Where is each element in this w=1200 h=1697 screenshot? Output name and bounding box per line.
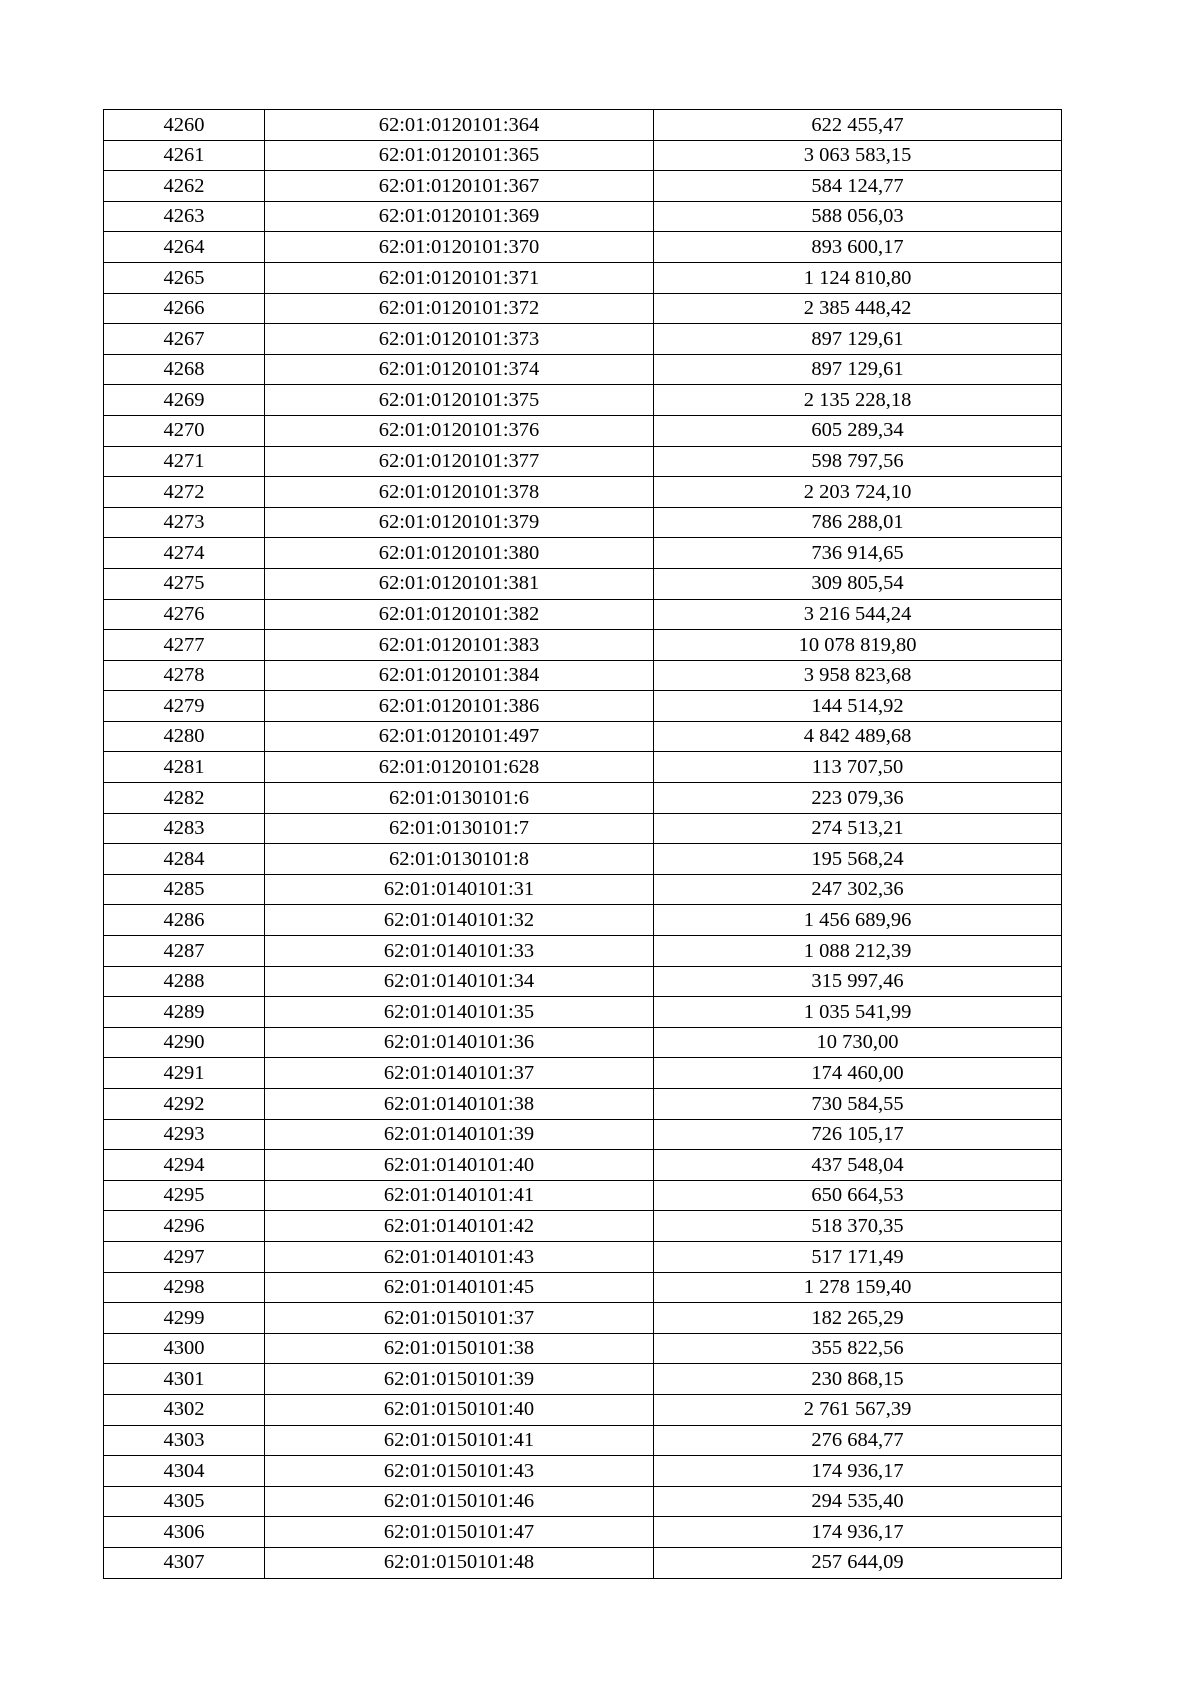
value-cell: 726 105,17: [654, 1119, 1062, 1150]
table-row: [104, 1333, 1062, 1364]
table-body: [104, 110, 1062, 1579]
table-row: [104, 1425, 1062, 1456]
row-number-cell: 4298: [104, 1272, 265, 1303]
value-cell: 309 805,54: [654, 568, 1062, 599]
row-number-cell: 4305: [104, 1486, 265, 1517]
cadastral-number-cell: 62:01:0120101:386: [265, 691, 654, 722]
value-cell: 588 056,03: [654, 201, 1062, 232]
row-number-cell: 4278: [104, 660, 265, 691]
row-number-cell: 4285: [104, 874, 265, 905]
value-cell: 276 684,77: [654, 1425, 1062, 1456]
value-cell: 174 936,17: [654, 1456, 1062, 1487]
row-number-cell: 4263: [104, 201, 265, 232]
value-cell: 1 035 541,99: [654, 997, 1062, 1028]
table-row: [104, 477, 1062, 508]
row-number-cell: 4290: [104, 1027, 265, 1058]
value-cell: 182 265,29: [654, 1303, 1062, 1334]
row-number-cell: 4287: [104, 936, 265, 967]
value-cell: 223 079,36: [654, 783, 1062, 814]
row-number-cell: 4307: [104, 1547, 265, 1578]
cadastral-number-cell: 62:01:0140101:45: [265, 1272, 654, 1303]
cadastral-number-cell: 62:01:0120101:380: [265, 538, 654, 569]
cadastral-number-cell: 62:01:0120101:365: [265, 140, 654, 171]
table-row: [104, 844, 1062, 875]
row-number-cell: 4260: [104, 110, 265, 141]
row-number-cell: 4289: [104, 997, 265, 1028]
cadastral-number-cell: 62:01:0140101:39: [265, 1119, 654, 1150]
value-cell: 257 644,09: [654, 1547, 1062, 1578]
row-number-cell: 4274: [104, 538, 265, 569]
row-number-cell: 4300: [104, 1333, 265, 1364]
row-number-cell: 4272: [104, 477, 265, 508]
value-cell: 3 958 823,68: [654, 660, 1062, 691]
cadastral-number-cell: 62:01:0150101:39: [265, 1364, 654, 1395]
cadastral-number-cell: 62:01:0120101:384: [265, 660, 654, 691]
table-row: [104, 507, 1062, 538]
cadastral-number-cell: 62:01:0150101:48: [265, 1547, 654, 1578]
value-cell: 195 568,24: [654, 844, 1062, 875]
row-number-cell: 4271: [104, 446, 265, 477]
row-number-cell: 4296: [104, 1211, 265, 1242]
value-cell: 3 216 544,24: [654, 599, 1062, 630]
table-row: [104, 446, 1062, 477]
value-cell: 518 370,35: [654, 1211, 1062, 1242]
cadastral-number-cell: 62:01:0120101:379: [265, 507, 654, 538]
row-number-cell: 4281: [104, 752, 265, 783]
table-row: [104, 1486, 1062, 1517]
cadastral-number-cell: 62:01:0120101:378: [265, 477, 654, 508]
value-cell: 230 868,15: [654, 1364, 1062, 1395]
row-number-cell: 4286: [104, 905, 265, 936]
table-row: [104, 1027, 1062, 1058]
cadastral-number-cell: 62:01:0120101:373: [265, 324, 654, 355]
table-row: [104, 752, 1062, 783]
cadastral-number-cell: 62:01:0120101:376: [265, 415, 654, 446]
row-number-cell: 4292: [104, 1089, 265, 1120]
table-row: [104, 1119, 1062, 1150]
table-row: [104, 874, 1062, 905]
row-number-cell: 4282: [104, 783, 265, 814]
cadastral-number-cell: 62:01:0120101:369: [265, 201, 654, 232]
value-cell: 4 842 489,68: [654, 721, 1062, 752]
row-number-cell: 4261: [104, 140, 265, 171]
value-cell: 598 797,56: [654, 446, 1062, 477]
table-row: [104, 1364, 1062, 1395]
cadastral-number-cell: 62:01:0140101:35: [265, 997, 654, 1028]
cadastral-number-cell: 62:01:0140101:43: [265, 1241, 654, 1272]
row-number-cell: 4276: [104, 599, 265, 630]
row-number-cell: 4268: [104, 354, 265, 385]
cadastral-number-cell: 62:01:0150101:40: [265, 1394, 654, 1425]
cadastral-number-cell: 62:01:0150101:46: [265, 1486, 654, 1517]
row-number-cell: 4299: [104, 1303, 265, 1334]
value-cell: 897 129,61: [654, 324, 1062, 355]
row-number-cell: 4295: [104, 1180, 265, 1211]
row-number-cell: 4284: [104, 844, 265, 875]
table-row: [104, 1394, 1062, 1425]
value-cell: 584 124,77: [654, 171, 1062, 202]
value-cell: 2 385 448,42: [654, 293, 1062, 324]
row-number-cell: 4264: [104, 232, 265, 263]
cadastral-number-cell: 62:01:0140101:40: [265, 1150, 654, 1181]
table-row: [104, 110, 1062, 141]
value-cell: 786 288,01: [654, 507, 1062, 538]
table-row: [104, 538, 1062, 569]
value-cell: 294 535,40: [654, 1486, 1062, 1517]
row-number-cell: 4279: [104, 691, 265, 722]
cadastral-number-cell: 62:01:0140101:34: [265, 966, 654, 997]
cadastral-number-cell: 62:01:0150101:41: [265, 1425, 654, 1456]
value-cell: 10 730,00: [654, 1027, 1062, 1058]
table-row: [104, 599, 1062, 630]
row-number-cell: 4301: [104, 1364, 265, 1395]
table-row: [104, 140, 1062, 171]
row-number-cell: 4294: [104, 1150, 265, 1181]
table-row: [104, 1211, 1062, 1242]
row-number-cell: 4291: [104, 1058, 265, 1089]
row-number-cell: 4269: [104, 385, 265, 416]
value-cell: 437 548,04: [654, 1150, 1062, 1181]
table-row: [104, 1058, 1062, 1089]
row-number-cell: 4306: [104, 1517, 265, 1548]
value-cell: 622 455,47: [654, 110, 1062, 141]
value-cell: 355 822,56: [654, 1333, 1062, 1364]
cadastral-number-cell: 62:01:0120101:372: [265, 293, 654, 324]
value-cell: 2 761 567,39: [654, 1394, 1062, 1425]
table-row: [104, 568, 1062, 599]
row-number-cell: 4277: [104, 630, 265, 661]
table-row: [104, 721, 1062, 752]
cadastral-number-cell: 62:01:0140101:38: [265, 1089, 654, 1120]
value-cell: 247 302,36: [654, 874, 1062, 905]
value-cell: 174 936,17: [654, 1517, 1062, 1548]
table-row: [104, 691, 1062, 722]
value-cell: 517 171,49: [654, 1241, 1062, 1272]
table-row: [104, 1272, 1062, 1303]
cadastral-number-cell: 62:01:0150101:38: [265, 1333, 654, 1364]
table-row: [104, 630, 1062, 661]
row-number-cell: 4283: [104, 813, 265, 844]
cadastral-number-cell: 62:01:0140101:41: [265, 1180, 654, 1211]
value-cell: 730 584,55: [654, 1089, 1062, 1120]
table-row: [104, 1089, 1062, 1120]
table-row: [104, 1180, 1062, 1211]
table-row: [104, 905, 1062, 936]
value-cell: 315 997,46: [654, 966, 1062, 997]
cadastral-number-cell: 62:01:0130101:6: [265, 783, 654, 814]
table-row: [104, 997, 1062, 1028]
table-row: [104, 660, 1062, 691]
value-cell: 274 513,21: [654, 813, 1062, 844]
value-cell: 605 289,34: [654, 415, 1062, 446]
table-row: [104, 966, 1062, 997]
table-row: [104, 783, 1062, 814]
value-cell: 2 203 724,10: [654, 477, 1062, 508]
cadastral-number-cell: 62:01:0120101:364: [265, 110, 654, 141]
value-cell: 1 456 689,96: [654, 905, 1062, 936]
value-cell: 3 063 583,15: [654, 140, 1062, 171]
table-row: [104, 1517, 1062, 1548]
value-cell: 2 135 228,18: [654, 385, 1062, 416]
cadastral-number-cell: 62:01:0140101:36: [265, 1027, 654, 1058]
table-row: [104, 936, 1062, 967]
row-number-cell: 4270: [104, 415, 265, 446]
row-number-cell: 4302: [104, 1394, 265, 1425]
row-number-cell: 4303: [104, 1425, 265, 1456]
value-cell: 144 514,92: [654, 691, 1062, 722]
table-row: [104, 1150, 1062, 1181]
value-cell: 1 278 159,40: [654, 1272, 1062, 1303]
cadastral-number-cell: 62:01:0120101:375: [265, 385, 654, 416]
cadastral-number-cell: 62:01:0120101:383: [265, 630, 654, 661]
value-cell: 1 124 810,80: [654, 262, 1062, 293]
cadastral-number-cell: 62:01:0120101:381: [265, 568, 654, 599]
value-cell: 1 088 212,39: [654, 936, 1062, 967]
cadastral-number-cell: 62:01:0150101:43: [265, 1456, 654, 1487]
cadastral-number-cell: 62:01:0120101:367: [265, 171, 654, 202]
table-row: [104, 1241, 1062, 1272]
table-row: [104, 415, 1062, 446]
cadastral-number-cell: 62:01:0120101:377: [265, 446, 654, 477]
value-cell: 10 078 819,80: [654, 630, 1062, 661]
value-cell: 650 664,53: [654, 1180, 1062, 1211]
cadastral-number-cell: 62:01:0120101:628: [265, 752, 654, 783]
cadastral-number-cell: 62:01:0140101:33: [265, 936, 654, 967]
table-row: [104, 262, 1062, 293]
table-row: [104, 385, 1062, 416]
cadastral-number-cell: 62:01:0130101:8: [265, 844, 654, 875]
table-row: [104, 293, 1062, 324]
cadastral-number-cell: 62:01:0150101:47: [265, 1517, 654, 1548]
table-row: [104, 1547, 1062, 1578]
row-number-cell: 4265: [104, 262, 265, 293]
table-row: [104, 354, 1062, 385]
value-cell: 893 600,17: [654, 232, 1062, 263]
value-cell: 736 914,65: [654, 538, 1062, 569]
row-number-cell: 4288: [104, 966, 265, 997]
row-number-cell: 4262: [104, 171, 265, 202]
cadastral-number-cell: 62:01:0120101:382: [265, 599, 654, 630]
table-row: [104, 1456, 1062, 1487]
table-row: [104, 232, 1062, 263]
cadastral-number-cell: 62:01:0120101:370: [265, 232, 654, 263]
table-row: [104, 201, 1062, 232]
cadastral-number-cell: 62:01:0140101:42: [265, 1211, 654, 1242]
row-number-cell: 4266: [104, 293, 265, 324]
row-number-cell: 4275: [104, 568, 265, 599]
row-number-cell: 4273: [104, 507, 265, 538]
cadastral-number-cell: 62:01:0150101:37: [265, 1303, 654, 1334]
cadastral-number-cell: 62:01:0140101:31: [265, 874, 654, 905]
cadastral-value-table: [103, 109, 1062, 1579]
cadastral-number-cell: 62:01:0130101:7: [265, 813, 654, 844]
cadastral-number-cell: 62:01:0140101:32: [265, 905, 654, 936]
cadastral-number-cell: 62:01:0120101:497: [265, 721, 654, 752]
row-number-cell: 4267: [104, 324, 265, 355]
row-number-cell: 4293: [104, 1119, 265, 1150]
table-row: [104, 813, 1062, 844]
row-number-cell: 4304: [104, 1456, 265, 1487]
row-number-cell: 4280: [104, 721, 265, 752]
value-cell: 174 460,00: [654, 1058, 1062, 1089]
row-number-cell: 4297: [104, 1241, 265, 1272]
value-cell: 113 707,50: [654, 752, 1062, 783]
cadastral-number-cell: 62:01:0120101:371: [265, 262, 654, 293]
table-row: [104, 1303, 1062, 1334]
table-row: [104, 324, 1062, 355]
cadastral-number-cell: 62:01:0140101:37: [265, 1058, 654, 1089]
table-row: [104, 171, 1062, 202]
value-cell: 897 129,61: [654, 354, 1062, 385]
cadastral-number-cell: 62:01:0120101:374: [265, 354, 654, 385]
